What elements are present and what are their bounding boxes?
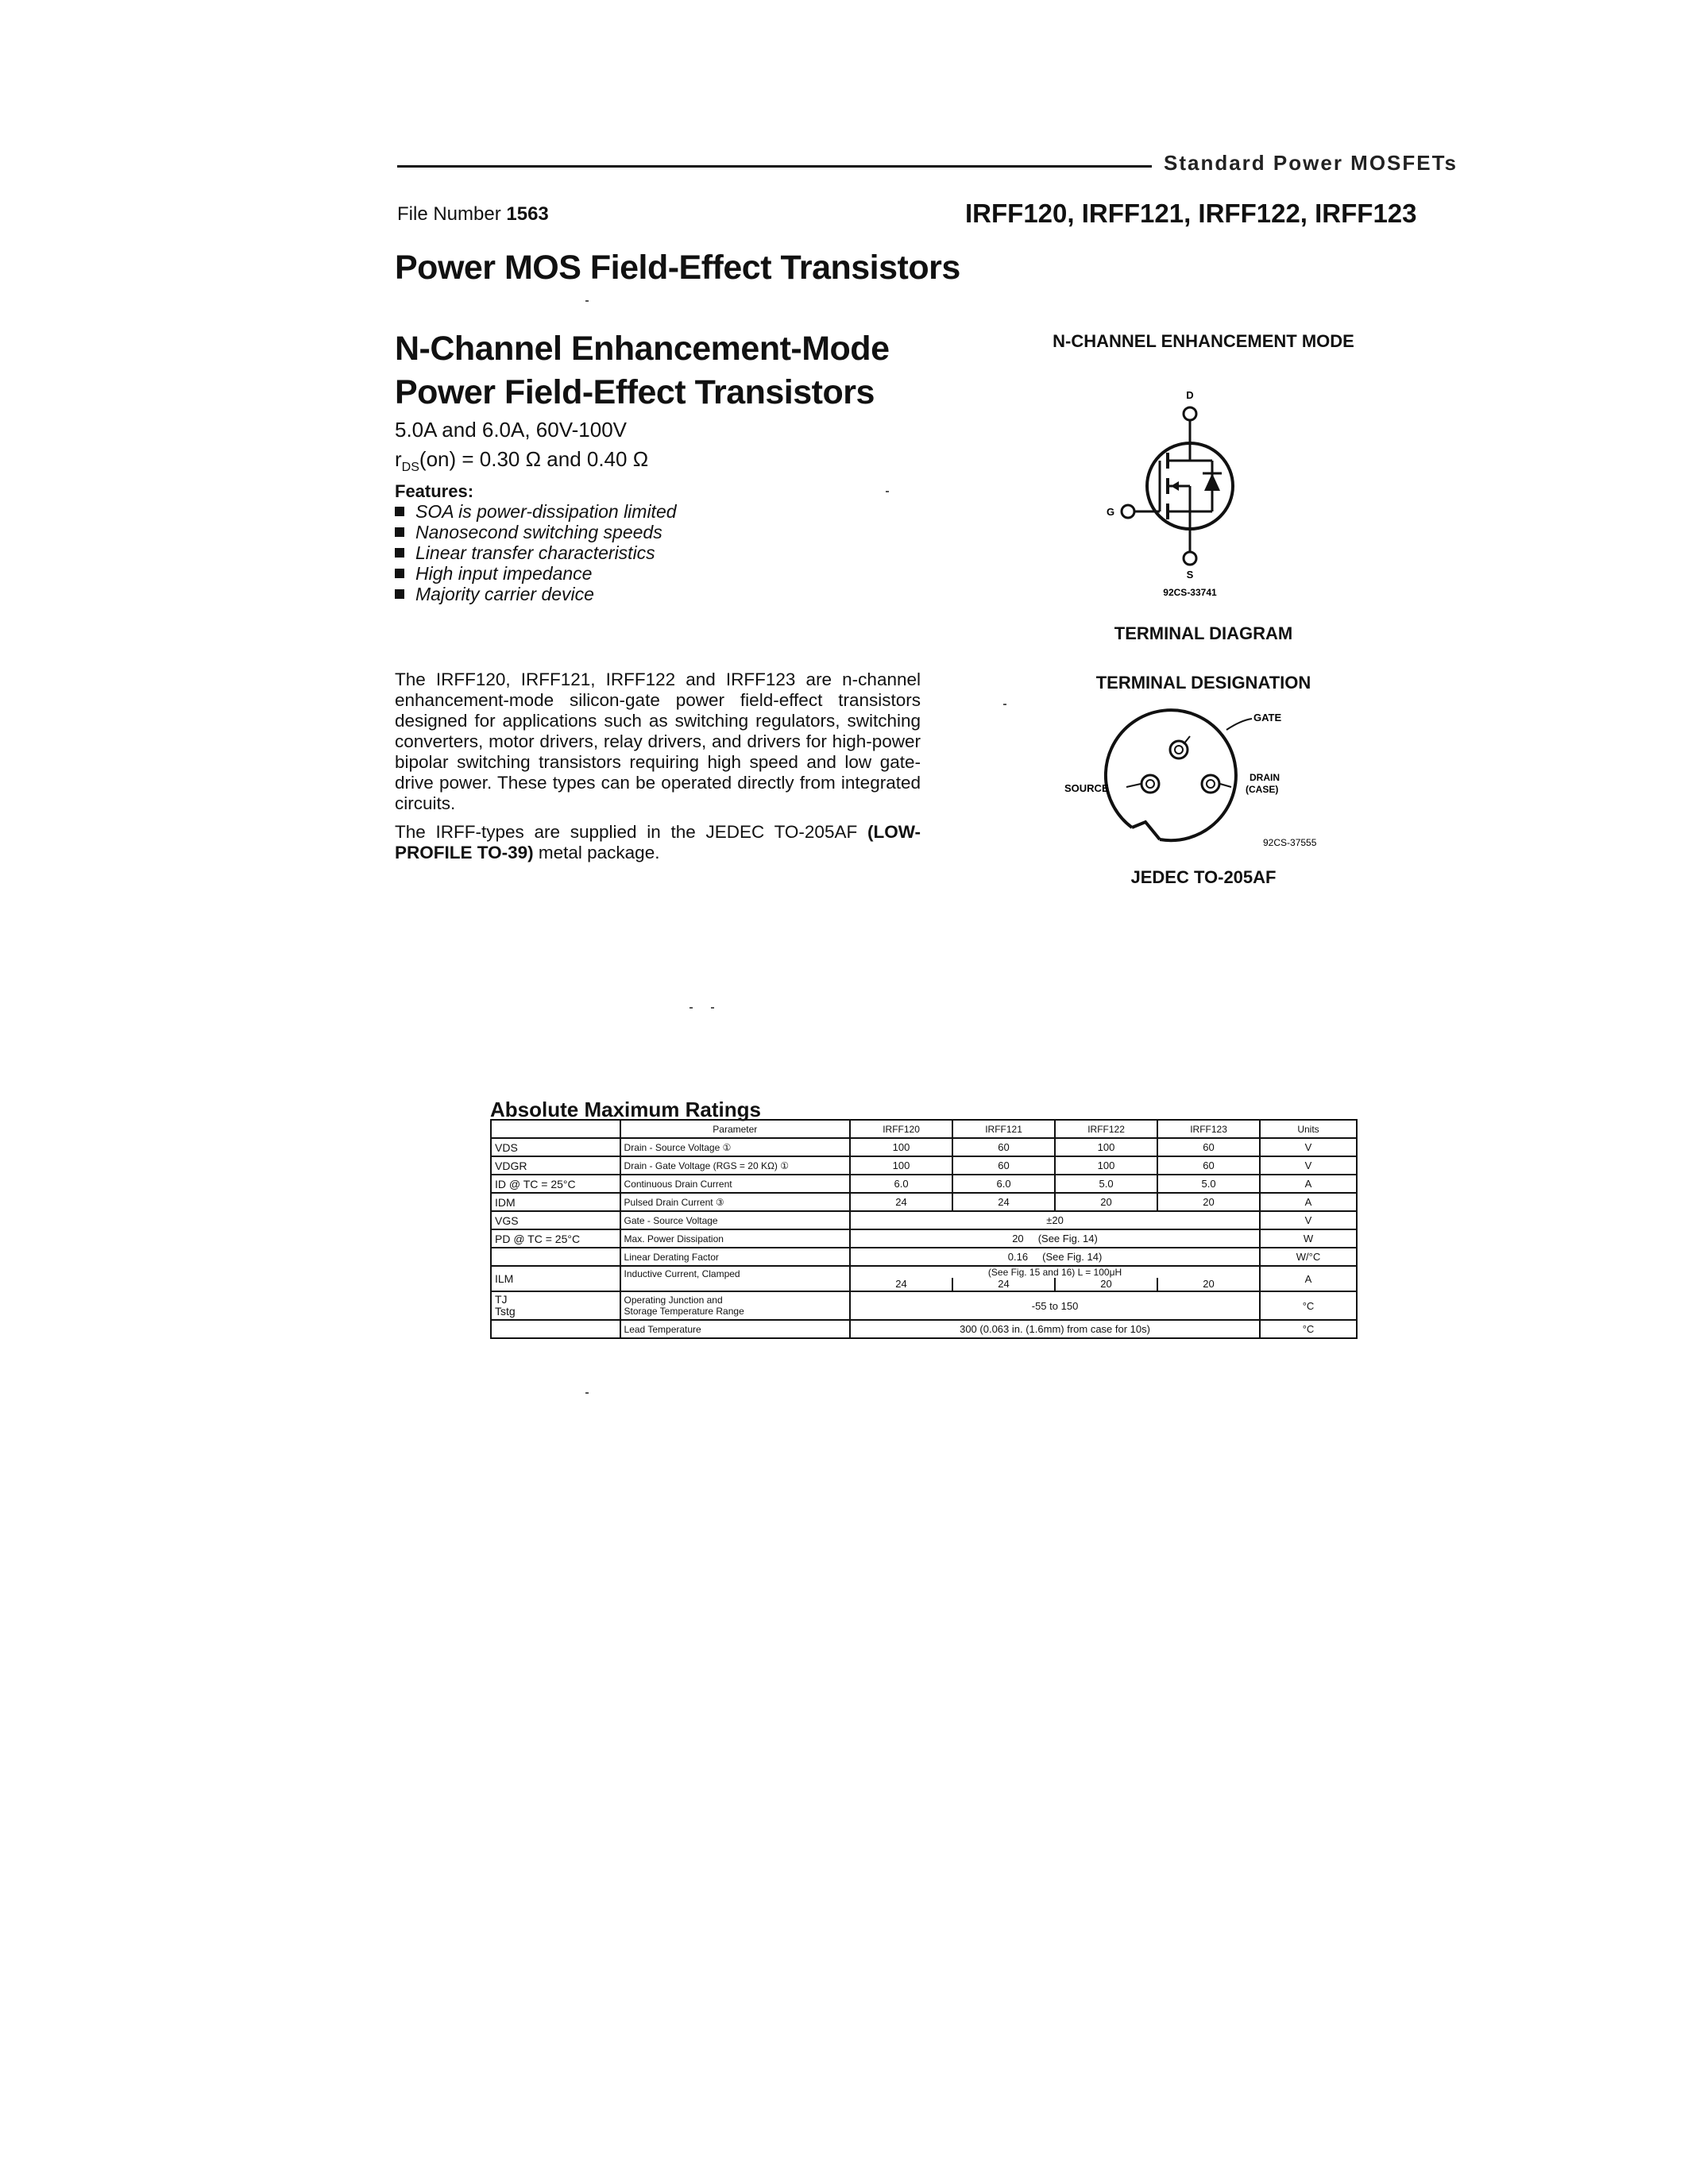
description-paragraph-1: The IRFF120, IRFF121, IRFF122 and IRFF123 are n-channel enhancement-mode silicon-gate power field-effect transistors designed for applications such as switching regulators, switching converters, motor drivers, relay drivers, and drivers for high-power bipolar switching transistors requiring high speed and low gate-drive power. These types can be operated directly from integrated circuits.: [395, 669, 921, 813]
table-row: [491, 1248, 1357, 1266]
table-header: IRFF122: [1055, 1120, 1157, 1138]
scan-speck: [689, 1007, 693, 1009]
table-cell: 24: [952, 1278, 1054, 1291]
table-cell: 100: [850, 1138, 952, 1156]
table-header-row: [491, 1120, 1357, 1138]
package-tab: [1132, 822, 1160, 839]
table-header: IRFF120: [850, 1120, 952, 1138]
bullet-icon: [395, 527, 404, 537]
drain-pin-icon: [1202, 775, 1219, 793]
package-drain-label: DRAIN: [1250, 772, 1280, 783]
inductive-note: (See Fig. 15 and 16) L = 100μH: [987, 1267, 1122, 1278]
table-cell: 20: [1055, 1193, 1157, 1211]
table-row: [491, 1211, 1357, 1229]
scan-speck: [886, 491, 889, 492]
table-cell-unit: V: [1260, 1211, 1357, 1229]
table-cell-unit: °C: [1260, 1320, 1357, 1338]
description-paragraph-2: [395, 822, 921, 863]
header-rule: [397, 165, 1152, 168]
subtitle-line-2: Power Field-Effect Transistors: [395, 373, 875, 411]
source-pin-icon: [1141, 775, 1159, 793]
file-number-value: 1563: [506, 203, 549, 225]
table-cell-symbol: PD @ TC = 25°C: [491, 1229, 620, 1248]
bullet-icon: [395, 569, 404, 578]
description-text-end: metal package.: [538, 843, 660, 862]
table-row: [491, 1175, 1357, 1193]
ratings-table: [490, 1119, 1358, 1339]
table-cell: 6.0: [952, 1175, 1055, 1193]
table-cell-parameter: Drain - Gate Voltage (RGS = 20 KΩ) ①: [620, 1156, 851, 1175]
table-header: IRFF121: [952, 1120, 1055, 1138]
table-cell: 20: [1157, 1278, 1259, 1291]
subtitle-line-1: N-Channel Enhancement-Mode: [395, 330, 890, 368]
table-cell: 100: [850, 1156, 952, 1175]
feature-text: Nanosecond switching speeds: [415, 522, 662, 542]
feature-text: SOA is power-dissipation limited: [415, 501, 677, 522]
table-cell-parameter: Pulsed Drain Current ③: [620, 1193, 851, 1211]
source-label: S: [1186, 569, 1194, 581]
ratings-table-title: Absolute Maximum Ratings: [490, 1098, 761, 1121]
table-row: [491, 1320, 1357, 1338]
table-cell: 6.0: [850, 1175, 952, 1193]
table-cell-symbol: IDM: [491, 1193, 620, 1211]
rating-line: 5.0A and 6.0A, 60V-100V: [395, 418, 628, 442]
drain-label: D: [1186, 389, 1194, 401]
table-cell-inductive: [850, 1266, 1260, 1291]
table-cell: 20: [1054, 1278, 1157, 1291]
symbol-figure-code: 92CS-33741: [1163, 587, 1217, 598]
page-title: Power MOS Field-Effect Transistors: [395, 249, 960, 287]
table-header: Units: [1260, 1120, 1357, 1138]
description-bold: (LOW-PROFILE TO-39): [395, 822, 921, 862]
table-cell: 60: [952, 1138, 1055, 1156]
table-cell-symbol: TJ Tstg: [491, 1291, 620, 1320]
channel-arrow-icon: [1171, 481, 1179, 491]
table-cell: 5.0: [1055, 1175, 1157, 1193]
table-cell: 24: [850, 1193, 952, 1211]
list-item: [395, 563, 677, 584]
feature-text: Linear transfer characteristics: [415, 542, 655, 563]
part-numbers: IRFF120, IRFF121, IRFF122, IRFF123: [965, 199, 1417, 228]
bullet-icon: [395, 507, 404, 516]
symbol-heading: N-CHANNEL ENHANCEMENT MODE: [1053, 331, 1354, 351]
package-gate-label: GATE: [1253, 712, 1282, 723]
table-cell-symbol: [491, 1320, 620, 1338]
file-number-label: File Number: [397, 203, 501, 225]
table-cell-span: 20 (See Fig. 14): [850, 1229, 1260, 1248]
table-cell-symbol: ID @ TC = 25°C: [491, 1175, 620, 1193]
table-cell-symbol: VGS: [491, 1211, 620, 1229]
table-cell: 24: [895, 1278, 907, 1290]
table-row: [491, 1138, 1357, 1156]
table-cell-symbol: ILM: [491, 1266, 620, 1291]
table-cell-span: ±20: [850, 1211, 1260, 1229]
table-cell: 100: [1055, 1138, 1157, 1156]
table-cell-unit: A: [1260, 1175, 1357, 1193]
table-cell-parameter: Gate - Source Voltage: [620, 1211, 851, 1229]
file-number: [397, 203, 549, 226]
scan-speck: [585, 1392, 589, 1394]
table-row: [491, 1229, 1357, 1248]
table-cell-parameter: Lead Temperature: [620, 1320, 851, 1338]
package-case-label: (CASE): [1246, 784, 1279, 795]
table-cell-unit: °C: [1260, 1291, 1357, 1320]
table-row: [491, 1193, 1357, 1211]
table-row: [491, 1291, 1357, 1320]
subtitle: [395, 327, 890, 415]
list-item: [395, 542, 677, 563]
list-item: [395, 522, 677, 542]
list-item: [395, 584, 677, 604]
scan-speck: [585, 300, 589, 302]
table-header: Parameter: [620, 1120, 851, 1138]
rds-on-value: = 0.30 Ω and 0.40 Ω: [462, 447, 649, 471]
table-cell-parameter: Operating Junction and Storage Temperature Range: [620, 1291, 851, 1320]
source-terminal-icon: [1184, 552, 1196, 565]
table-cell-parameter: Max. Power Dissipation: [620, 1229, 851, 1248]
gate-terminal-icon: [1122, 505, 1134, 518]
description-text: The IRFF-types are supplied in the JEDEC TO-205AF: [395, 822, 858, 842]
table-cell: 24: [952, 1193, 1055, 1211]
package-diagram: [1056, 703, 1342, 862]
terminal-diagram-caption: TERMINAL DIAGRAM: [1114, 623, 1293, 643]
description: [395, 669, 921, 871]
bullet-icon: [395, 548, 404, 558]
table-row: [491, 1266, 1357, 1291]
gate-label: G: [1106, 506, 1115, 518]
table-cell-symbol: [491, 1248, 620, 1266]
table-cell: 60: [1157, 1138, 1260, 1156]
table-cell-unit: V: [1260, 1138, 1357, 1156]
body-diode-icon: [1204, 473, 1220, 491]
table-header: IRFF123: [1157, 1120, 1260, 1138]
table-row: [491, 1156, 1357, 1175]
table-cell-unit: W: [1260, 1229, 1357, 1248]
scan-speck: [1003, 704, 1006, 705]
table-cell-parameter: Inductive Current, Clamped: [620, 1266, 851, 1291]
package-source-label: SOURCE: [1064, 782, 1109, 794]
table-cell-unit: V: [1260, 1156, 1357, 1175]
table-cell-symbol: VDS: [491, 1138, 620, 1156]
table-header-blank: [491, 1120, 620, 1138]
bullet-icon: [395, 589, 404, 599]
drain-terminal-icon: [1184, 407, 1196, 420]
table-cell-unit: A: [1260, 1266, 1357, 1291]
table-cell-span: 0.16 (See Fig. 14): [850, 1248, 1260, 1266]
scan-speck: [711, 1007, 714, 1009]
table-cell: 5.0: [1157, 1175, 1260, 1193]
features-heading: Features:: [395, 481, 474, 501]
table-cell-unit: W/°C: [1260, 1248, 1357, 1266]
table-cell-parameter: Continuous Drain Current: [620, 1175, 851, 1193]
package-figure-code: 92CS-37555: [1263, 837, 1317, 848]
table-cell-parameter: Linear Derating Factor: [620, 1248, 851, 1266]
table-cell-parameter: Drain - Source Voltage ①: [620, 1138, 851, 1156]
feature-text: High input impedance: [415, 563, 593, 584]
table-cell: 20: [1157, 1193, 1260, 1211]
mosfet-symbol-diagram: [1088, 381, 1279, 604]
running-title: Standard Power MOSFETs: [1164, 151, 1458, 175]
rds-on-line: $r_{DS}(on) = 0.30$ Ω and 0.40 Ω: [395, 447, 649, 475]
table-cell-span: -55 to 150: [850, 1291, 1260, 1320]
feature-text: Majority carrier device: [415, 584, 594, 604]
table-cell-span: 300 (0.063 in. (1.6mm) from case for 10s): [850, 1320, 1260, 1338]
package-outline: [1106, 710, 1236, 840]
table-cell: 100: [1055, 1156, 1157, 1175]
table-cell: 60: [952, 1156, 1055, 1175]
table-cell-symbol: VDGR: [491, 1156, 620, 1175]
table-cell-unit: A: [1260, 1193, 1357, 1211]
package-caption: JEDEC TO-205AF: [1130, 867, 1277, 887]
terminal-designation-heading: TERMINAL DESIGNATION: [1095, 673, 1311, 693]
list-item: [395, 501, 677, 522]
table-cell: 60: [1157, 1156, 1260, 1175]
features-list: [395, 501, 677, 604]
inductive-values: [851, 1278, 1259, 1291]
